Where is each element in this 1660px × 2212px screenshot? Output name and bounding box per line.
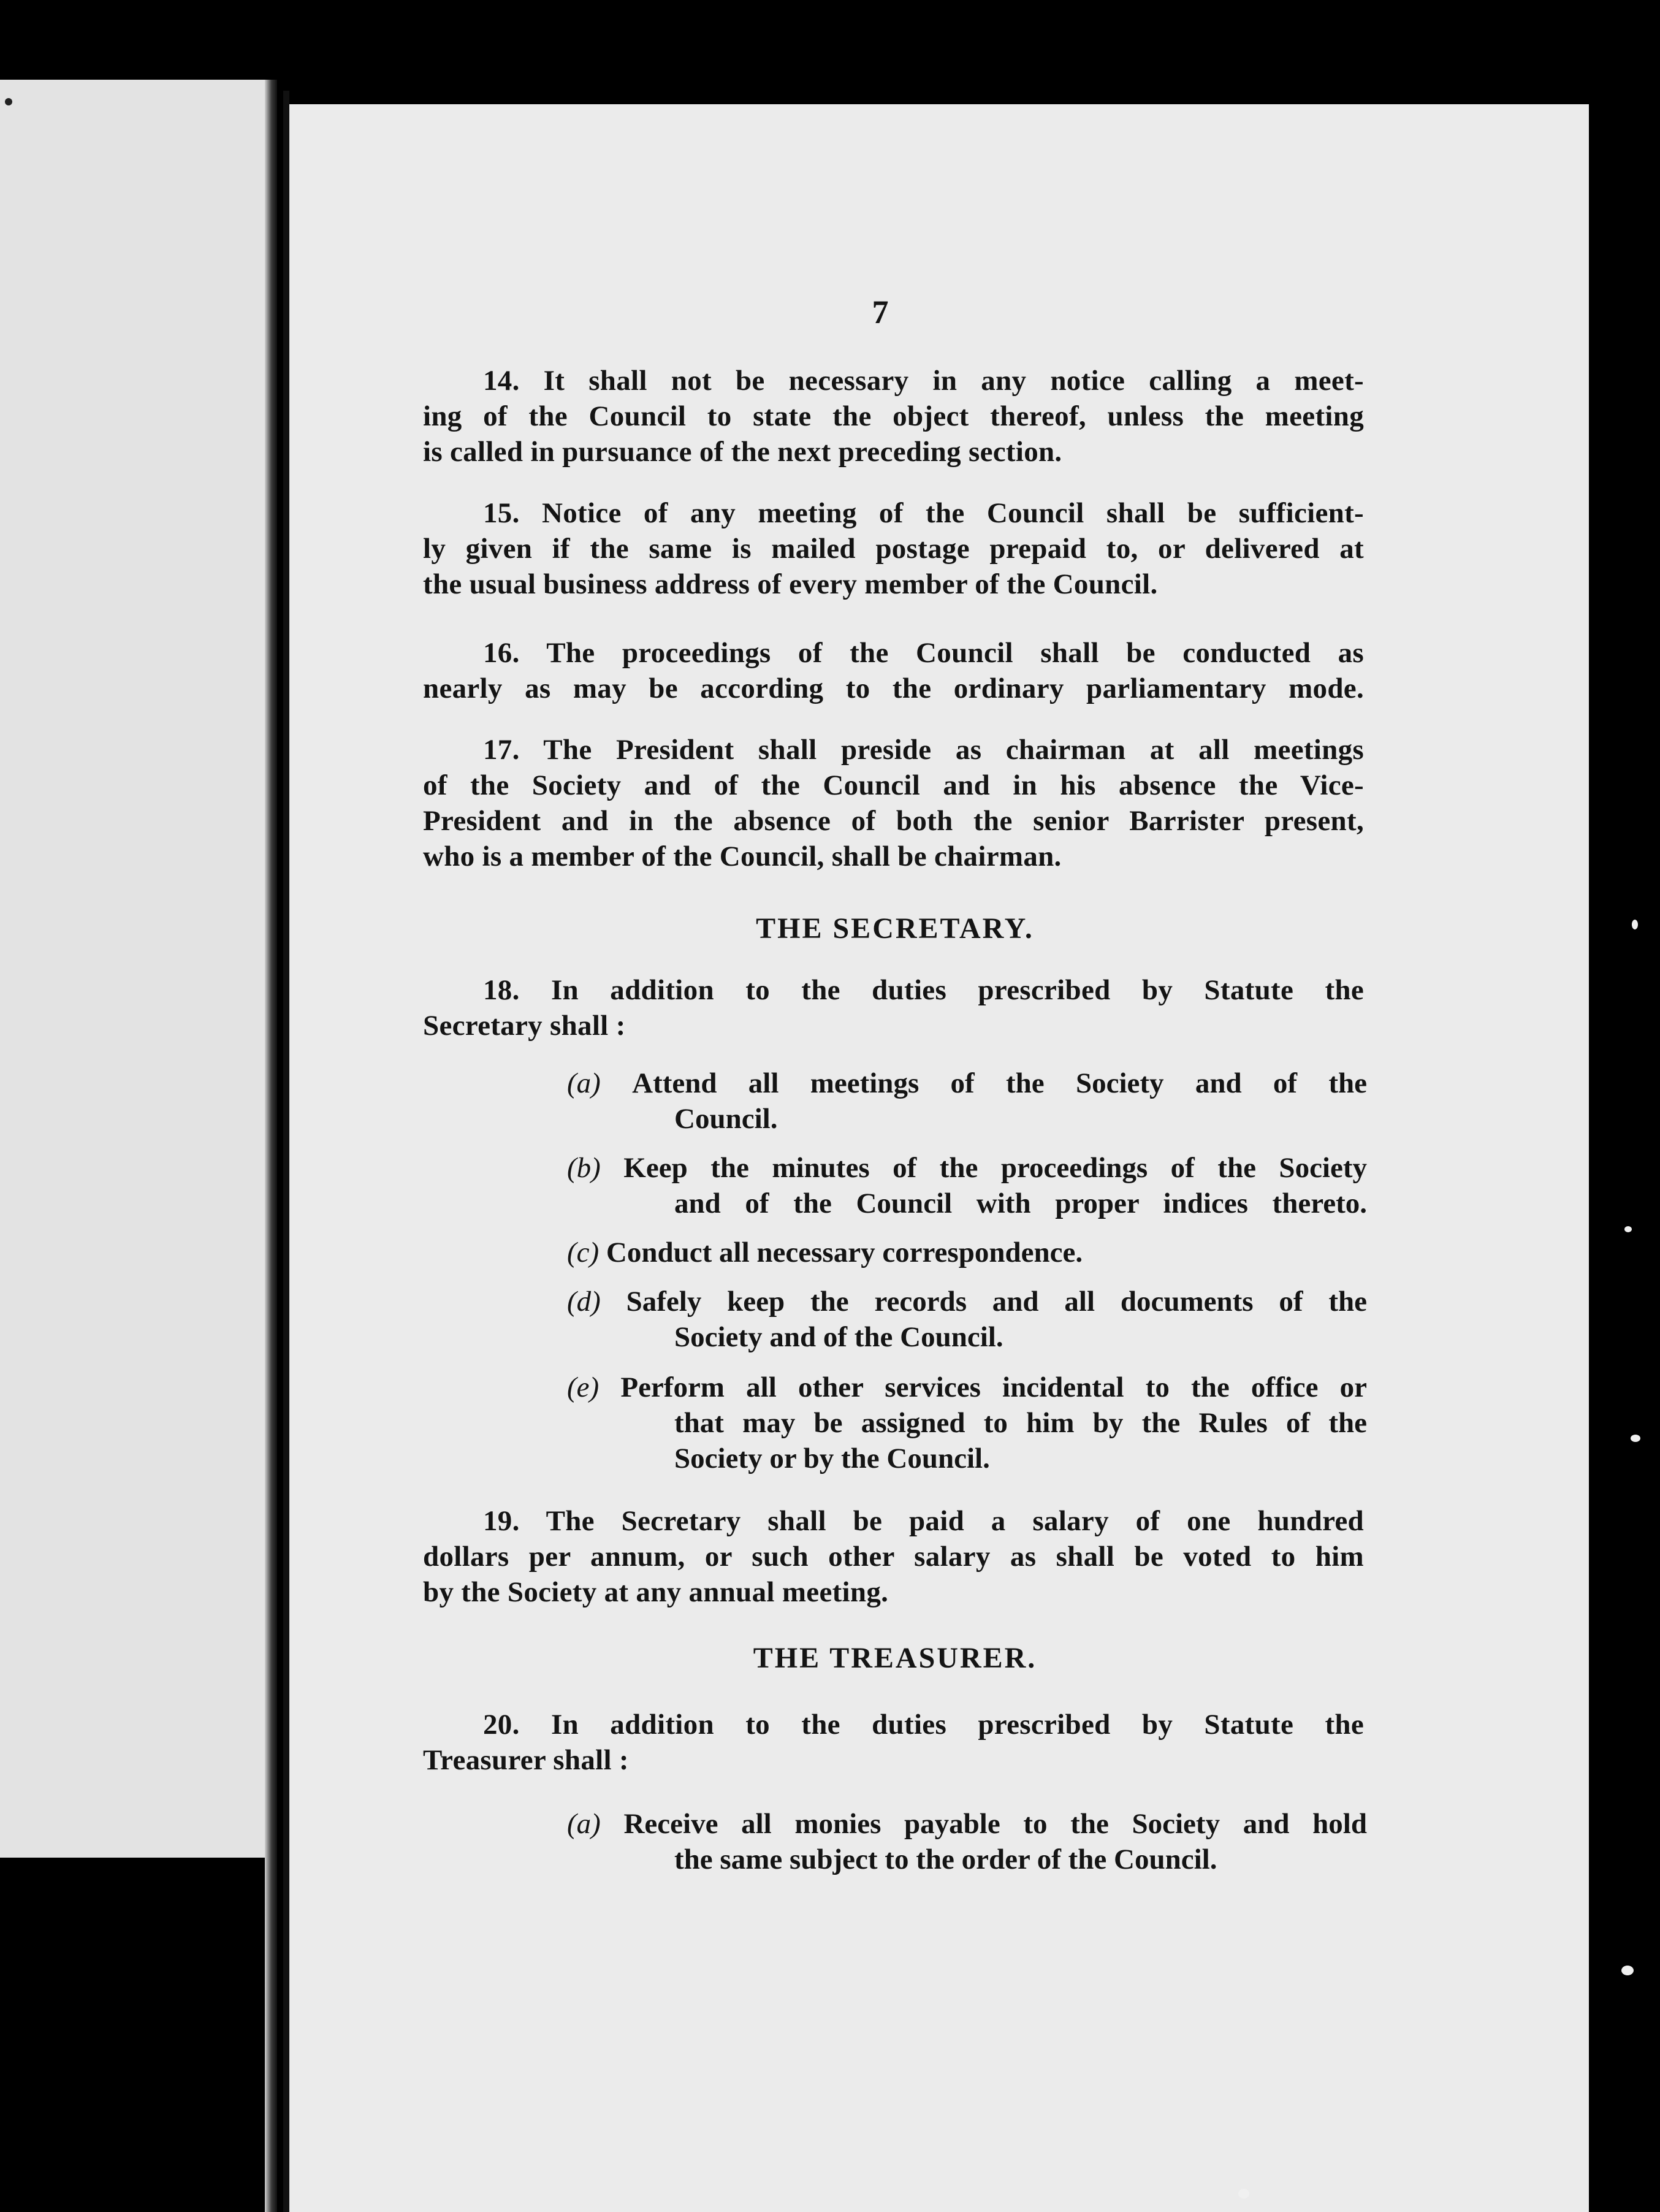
scan-speck bbox=[1632, 920, 1638, 929]
text-line: is called in pursuance of the next preceding section. bbox=[423, 436, 1062, 468]
list-item-label: (a) bbox=[567, 1808, 601, 1840]
section-heading-secretary: THE SECRETARY. bbox=[756, 912, 1034, 945]
list-item-label: (e) bbox=[567, 1371, 600, 1403]
text-line: ly given if the same is mailed postage prepaid to, or delivered at bbox=[423, 533, 1364, 565]
list-item-text: Receive all monies payable to the Society and hold bbox=[623, 1808, 1368, 1840]
ink-dot bbox=[5, 98, 12, 105]
list-item-text: Keep the minutes of the proceedings of the Society bbox=[623, 1152, 1367, 1184]
text-line: dollars per annum, or such other salary as shall be voted to him bbox=[423, 1541, 1364, 1573]
text-line: 20. In addition to the duties prescribed by Statute the bbox=[483, 1709, 1364, 1741]
list-item-label: (a) bbox=[567, 1067, 601, 1099]
scan-speck bbox=[1238, 2189, 1249, 2199]
list-item-text: Attend all meetings of the Society and of the bbox=[632, 1067, 1368, 1099]
list-item-line bbox=[567, 1235, 1367, 1270]
text-line: Treasurer shall : bbox=[423, 1744, 629, 1776]
text-line: 19. The Secretary shall be paid a salary of one hundred bbox=[483, 1505, 1364, 1537]
left-page-fragment bbox=[0, 80, 270, 1858]
list-item-line: Council. bbox=[674, 1103, 778, 1135]
scan-speck bbox=[1631, 1435, 1640, 1442]
text-line: 17. The President shall preside as chairman at all meetings bbox=[483, 734, 1364, 766]
text-line: of the Society and of the Council and in his absence the Vice- bbox=[423, 769, 1364, 801]
text-line: 18. In addition to the duties prescribed by Statute the bbox=[483, 974, 1364, 1006]
book-gutter bbox=[265, 80, 277, 2212]
text-line: the usual business address of every member of the Council. bbox=[423, 568, 1158, 600]
list-item-label: (b) bbox=[567, 1152, 601, 1184]
text-line: 14. It shall not be necessary in any notice calling a meet- bbox=[483, 365, 1364, 397]
text-line: 16. The proceedings of the Council shall be conducted as bbox=[483, 637, 1364, 669]
text-line: 15. Notice of any meeting of the Council shall be sufficient- bbox=[483, 497, 1364, 529]
list-item-line bbox=[567, 1066, 1367, 1101]
text-line: ing of the Council to state the object thereof, unless the meeting bbox=[423, 400, 1364, 432]
text-line: nearly as may be according to the ordinary parliamentary mode. bbox=[423, 673, 1364, 704]
text-line: Secretary shall : bbox=[423, 1010, 626, 1042]
scan-speck bbox=[1621, 1966, 1634, 1975]
list-item-line bbox=[567, 1370, 1367, 1405]
text-line: by the Society at any annual meeting. bbox=[423, 1576, 889, 1608]
list-item-line: and of the Council with proper indices thereto. bbox=[674, 1188, 1367, 1219]
list-item-line: Society or by the Council. bbox=[674, 1443, 990, 1474]
scan-speck bbox=[1624, 1226, 1632, 1232]
page-number: 7 bbox=[872, 294, 889, 330]
text-line: President and in the absence of both the senior Barrister present, bbox=[423, 805, 1364, 837]
list-item-line bbox=[567, 1150, 1367, 1186]
list-item-line bbox=[567, 1806, 1367, 1842]
list-item-label: (c) bbox=[567, 1237, 600, 1268]
list-item-line: the same subject to the order of the Council. bbox=[674, 1844, 1217, 1875]
list-item-line: Society and of the Council. bbox=[674, 1321, 1003, 1353]
list-item-line bbox=[567, 1284, 1367, 1319]
list-item-text: Perform all other services incidental to the office or bbox=[620, 1371, 1367, 1403]
list-item-text: Safely keep the records and all documents of the bbox=[626, 1286, 1367, 1318]
section-heading-treasurer: THE TREASURER. bbox=[753, 1642, 1037, 1674]
list-item-label: (d) bbox=[567, 1286, 601, 1318]
page-edge-line bbox=[283, 91, 289, 2212]
list-item-text: Conduct all necessary correspondence. bbox=[606, 1237, 1083, 1268]
text-line: who is a member of the Council, shall be chairman. bbox=[423, 841, 1062, 872]
list-item-line: that may be assigned to him by the Rules of the bbox=[674, 1407, 1367, 1439]
